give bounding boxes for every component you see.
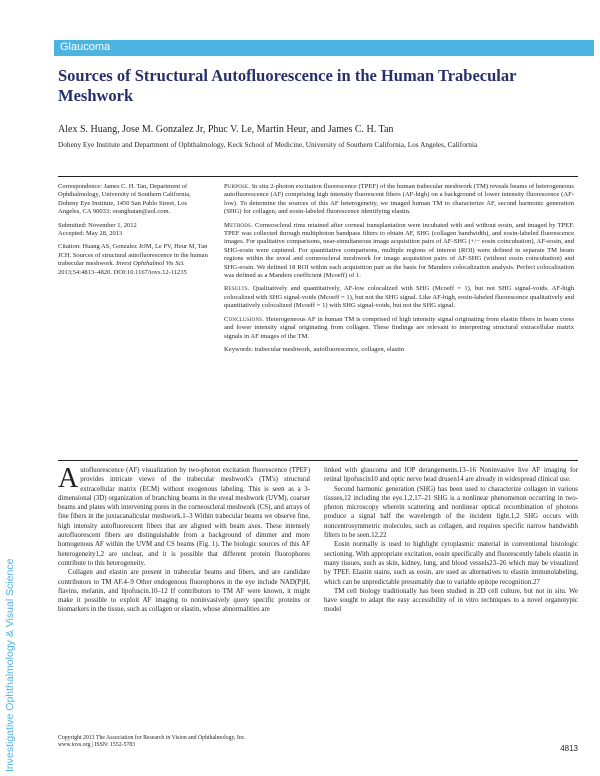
section-tag [54,40,594,56]
abstract-purpose: Purpose. In situ 2-photon excitation fluorescence (TPEF) of the human trabecular meshwork (TM) reveals beams of heterogeneous autofluorescence (AF) comprising high intensity fluorescent fibers (AF-high) on a background of lower intensity fluorescence (AF-low). To determine the sources of this AF heterogeneity, we imaged human TM to characterize AF, second harmonic generation (SHG) for collagen, and eosin-labeled fluorescence identifying elastin. [224,183,575,216]
journal-name-vertical: Investigative Ophthalmology & Visual Science [4,558,16,772]
correspondence: Correspondence: James C. H. Tan, Department of Ophthalmology, University of Southern California, Doheny Eye Institute, 1450 San Pablo Street, Los Angeles, CA 90033; oranghutan@aol.com. [58,183,191,216]
submitted-date: Submitted: November 1, 2012 [58,221,137,229]
abstract-methods: Methods. Corneoscleral rims retained after corneal transplantation were incubated with and without eosin, and imaged by TPEF. TPEF was collected through multiphoton bandpass filters to obtain AF, SHG (collagen bandwidth), and eosin-labeled fluorescence images. For qualitative comparisons, near-simultaneous image acquisition pairs of AF-SHG (+/− eosin coincubation), AF-eosin, and SHG-eosin were captured. For quantitative comparisons, multiple regions of interest (ROI) were defined in separate TM beam regions within the uveal and corneoscleral meshwork for image acquisition pairs of AF-SHG (without eosin coincubation) and SHG-eosin. We defined 18 ROI within each acquisition pair as the basis for Manders colocalization analysis. Perfect colocalization was defined as a Manders coefficient (Mcoeff) of 1. [224,221,574,280]
header-rule [58,176,578,177]
article-info-sidebar [58,183,208,277]
body-paragraph: linked with glaucoma and IOP derangements.13–16 Noninvasive live AF imaging for retinal lipofuscin10 and optic nerve head drusen14 are already in widespread clinical use. [324,467,578,484]
abstract [224,183,574,359]
abstract-conclusions: Conclusions. Heterogeneous AF in human TM is comprised of high intensity signal originating from elastin fibers in beam cores and lower intensity signal originating from collagen. These findings are relevant to interpreting structural extracellular matrix signals in AF images of the TM. [224,315,574,340]
citation: Citation: Huang AS, Gonzalez JrJM, Le PV, Heur M, Tan JCH. Sources of structural autofluorescence in the human trabecular meshwork. Invest Ophthalmol Vis Sci. 2013;54:4813–4820. DOI:10.1167/iovs.12-11235 [58,243,208,276]
body-paragraph: Collagen and elastin are present in trabecular beams and fibers, and are candidate contributors to TM AF.4–9 Other endogenous fluorophores in the eye include NAD(P)H, flavins, melanin, and lipofuscin.10–12 If contributors to TM AF were known, it might make it possible to exploit AF imaging to noninvasively query specific proteins or biomarkers in the tissue, such as collagen or elastin, whose abnormalities are [58,569,310,614]
keywords: Keywords: trabecular meshwork, autofluorescence, collagen, elastin [224,345,405,353]
body-paragraph: Second harmonic generation (SHG) has been used to characterize collagen in various tissues,12 including the eye.1,2,17–21 SHG is a nonlinear phenomenon occurring in two-photon microscopy wherein scattering and nonlinear optical recombination of photons produce a signal half the wavelength of the incident light.1,2 SHG occurs with noncentrosymmetric molecules, such as collagen, and requires specific narrow bandwidth filters to be seen.12,22 [324,485,578,540]
journal-url: www.iovs.org | ISSN: 1552-5783 [58,742,136,749]
abstract-results: Results. Qualitatively and quantitatively, AF-low colocalized with SHG (Mcoeff = 1), but not SHG signal-voids. AF-high colocalized with SHG signal-voids (Mcoeff = 1), but not the SHG signal. Like AF-high, eosin-labeled fluorescence qualitatively and quantitatively colocalized (Mcoeff = 1) with SHG signal-voids, but not the SHG signal. [224,285,574,310]
page-number: 4813 [560,744,578,753]
body-paragraph: TM cell biology traditionally has been studied in 2D cell culture, but not in situ. We have sought to adapt the easy accessibility of in vitro techniques to a novel organotypic model [324,587,578,614]
article-authors: Alex S. Huang, Jose M. Gonzalez Jr, Phuc V. Le, Martin Heur, and James C. H. Tan [58,124,394,135]
body-paragraph: Eosin normally is used to highlight cytoplasmic material in conventional histologic sectioning. With appropriate excitation, eosin specifically and fluorescently labels elastin in many tissues, such as skin, kidney, lung, and blood vessels23–26 which may be visualized by TPEF. Elastin stains, such as eosin, are used as alternatives to elastin immunolabeling, which can be unpredictable presumably due to variable epitope recognition.27 [324,541,578,586]
article-title: Sources of Structural Autofluorescence in the Human Trabecular Meshwork [58,66,517,105]
section-tag-label: Glaucoma [60,41,111,53]
drop-cap: A [58,463,79,494]
article-affiliation: Doheny Eye Institute and Department of Ophthalmology, Keck School of Medicine, University of Southern California, Los Angeles, California [58,140,478,149]
footer [58,735,258,750]
body-paragraph: Autofluorescence (AF) visualization by two-photon excitation fluorescence (TPEF) provides intricate views of the trabecular meshwork's (TM's) structural extracellular matrix (ECM) without exogenous labeling. This is seen as a 3-dimensional (3D) organization of branching beams in the uveal meshwork (UVM), coarser beams and plates with intervening pores in the corneoscleral meshwork (CS), and arrays of fine fibers in the juxtacanalicular meshwork.1–3 Within trabecular beams we observe fine, high intensity autofluorescent fibers that are aligned with beam axes. These intensely autofluorescent fibers are distinguishable from a background of dimmer and more homogenous AF within the UVM and CS beams (Fig. 1). The biologic sources of this AF heterogeneity1,2 are unclear, and it is possible that different protein fluorophores contribute to this heterogeneity. [58,463,310,567]
body-column-left [58,463,310,615]
body-column-right [324,466,578,615]
abstract-rule [58,460,578,461]
accepted-date: Accepted: May 28, 2013 [58,230,123,238]
copyright: Copyright 2013 The Association for Research in Vision and Ophthalmology, Inc. [58,735,246,741]
